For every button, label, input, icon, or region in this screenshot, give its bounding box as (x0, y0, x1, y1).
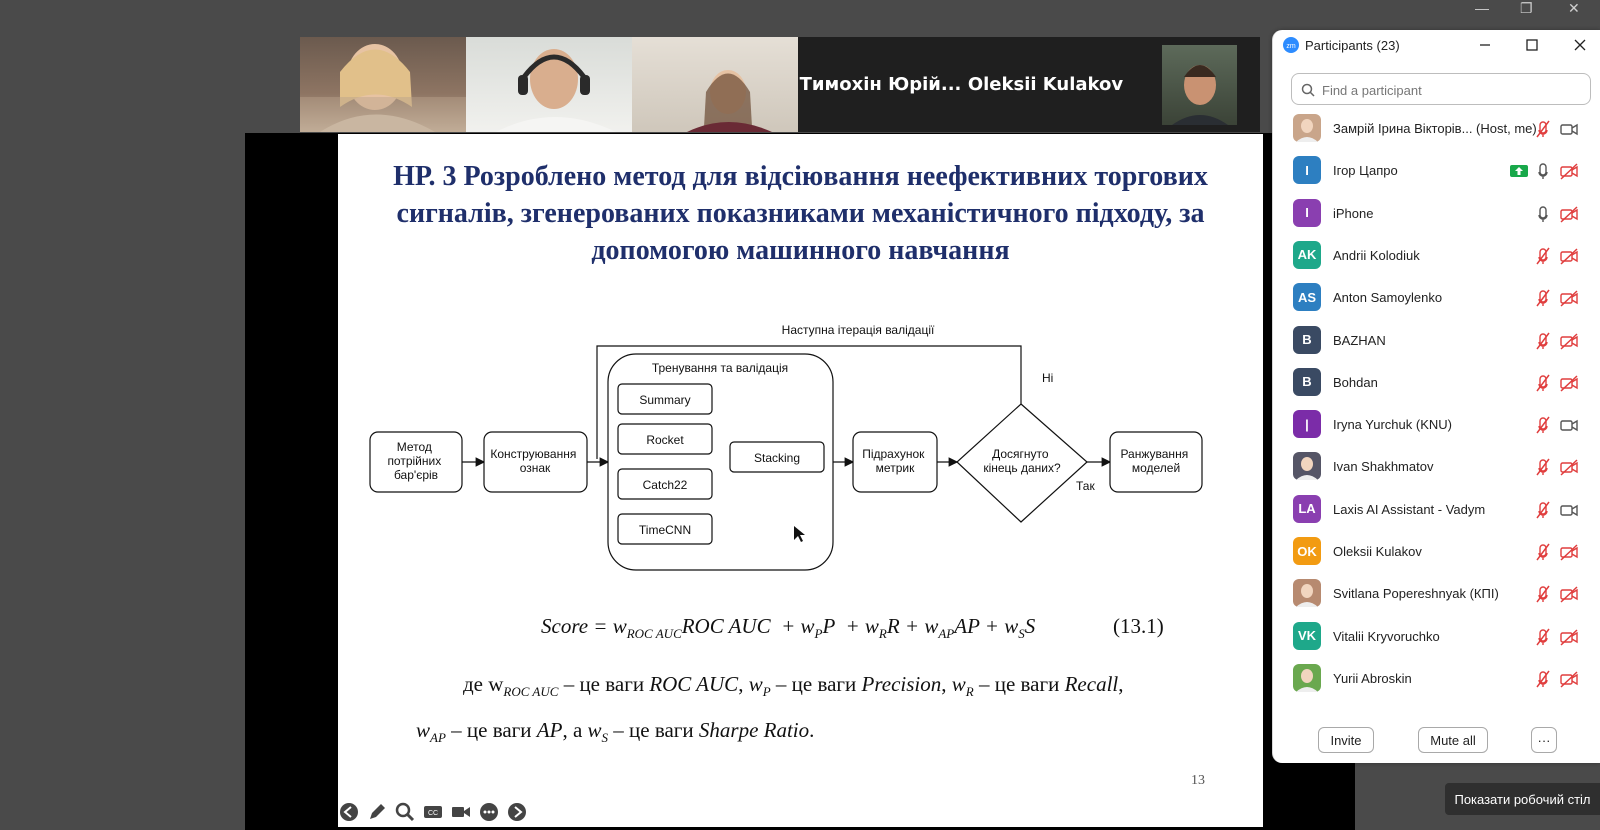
microphone-muted-icon[interactable] (1533, 542, 1553, 562)
subtitles-icon[interactable] (422, 801, 444, 823)
model-summary-label: Summary (639, 393, 691, 407)
participant-row[interactable] (1273, 531, 1600, 573)
avatar: I (1293, 156, 1321, 184)
participant-name: Oleksii Kulakov (1333, 544, 1422, 559)
avatar: AK (1293, 241, 1321, 269)
participant-name: Ivan Shakhmatov (1333, 459, 1434, 475)
participant-name: Замрій Ірина Вікторів... (Host, me) (1333, 121, 1537, 136)
camera-icon[interactable] (450, 801, 472, 823)
video-tile-participant-3[interactable] (632, 37, 798, 132)
more-button[interactable]: ··· (1531, 727, 1557, 753)
svg-text:zm: zm (1286, 43, 1296, 50)
avatar: VK (1293, 622, 1321, 650)
microphone-muted-icon[interactable] (1533, 500, 1553, 520)
participant-name: Bohdan (1333, 374, 1378, 390)
avatar (1293, 114, 1321, 142)
slide-toolbar (338, 801, 528, 823)
no-label: Ні (1042, 371, 1054, 385)
camera-off-icon[interactable] (1559, 584, 1579, 604)
video-tile-name-2[interactable]: Oleksii Kulakov (967, 74, 1124, 95)
model-catch22-label: Catch22 (642, 478, 688, 492)
camera-off-icon[interactable] (1559, 204, 1579, 224)
window-close-icon[interactable]: ✕ (1568, 0, 1580, 16)
participant-name: Vitalii Kryvoruchko (1333, 628, 1440, 644)
avatar: B (1293, 326, 1321, 354)
yes-label: Так (1076, 479, 1095, 493)
svg-text:CC: CC (427, 810, 439, 817)
participant-row[interactable] (1273, 320, 1600, 362)
microphone-muted-icon[interactable] (1533, 331, 1553, 351)
formula-explanation-line1: де $w_{ROC AUC}$ – це ваги ROC AUC, $w_P$ – це ваги Precision, $w_R$ – це ваги Recall, (463, 672, 1124, 700)
avatar: AS (1293, 283, 1321, 311)
window-minimize-icon[interactable]: — (1475, 0, 1489, 16)
participant-video-image (632, 37, 798, 132)
window-restore-icon[interactable]: ❐ (1520, 0, 1533, 16)
formula-explanation-line2: $w_{AP}$ – це ваги AP, а $w_S$ – це ваги Sharpe Ratio. (416, 718, 815, 746)
video-strip (300, 37, 1260, 132)
participant-search[interactable] (1291, 73, 1591, 105)
microphone-muted-icon[interactable] (1533, 415, 1553, 435)
participants-header (1273, 30, 1600, 60)
microphone-icon[interactable] (1533, 204, 1553, 224)
search-icon (1301, 83, 1315, 97)
close-icon[interactable] (1573, 38, 1587, 52)
more-options-icon[interactable] (478, 801, 500, 823)
participant-row[interactable] (1273, 108, 1600, 150)
avatar: OK (1293, 537, 1321, 565)
camera-off-icon[interactable] (1559, 288, 1579, 308)
camera-off-icon[interactable] (1559, 331, 1579, 351)
presentation-slide (338, 134, 1263, 827)
minimize-icon[interactable] (1478, 38, 1492, 52)
camera-off-icon[interactable] (1559, 246, 1579, 266)
video-tile-participant-4[interactable] (1162, 45, 1237, 125)
microphone-muted-icon[interactable] (1533, 246, 1553, 266)
avatar (1293, 452, 1321, 480)
participant-row[interactable] (1273, 489, 1600, 531)
camera-off-icon[interactable] (1559, 373, 1579, 393)
microphone-muted-icon[interactable] (1533, 119, 1553, 139)
group-training-label: Тренування та валідація (651, 361, 789, 375)
participant-name: BAZHAN (1333, 332, 1386, 348)
camera-off-icon[interactable] (1559, 161, 1579, 181)
loop-label: Наступна ітерація валідації (781, 323, 935, 337)
participant-row[interactable] (1273, 193, 1600, 235)
participants-panel (1272, 30, 1600, 763)
participant-name: Yurii Abroskin (1333, 670, 1412, 686)
previous-slide-icon[interactable] (338, 801, 360, 823)
participant-name: Anton Samoylenko (1333, 290, 1443, 306)
participant-row[interactable] (1273, 404, 1600, 446)
participant-name: Ігор Цапро (1333, 163, 1398, 179)
microphone-muted-icon[interactable] (1533, 457, 1553, 477)
avatar (1293, 664, 1321, 692)
video-tile-name-1[interactable]: Тимохін Юрій... (799, 74, 962, 95)
maximize-icon[interactable] (1525, 38, 1539, 52)
participant-row[interactable] (1273, 150, 1600, 192)
participant-video-image (300, 37, 466, 132)
box-metrics-label: Підрахунок метрик (862, 447, 925, 475)
camera-off-icon[interactable] (1559, 627, 1579, 647)
participant-video-image (466, 37, 632, 132)
decision-label: Досягнуто кінець даних? (983, 447, 1061, 475)
score-formula: Score = $w_{ROC AUC}ROC$ AUC + $w_PP + w_RR + w_{AP}AP + w_SS$ (541, 614, 1036, 642)
avatar (1293, 579, 1321, 607)
box-stacking-label: Stacking (753, 451, 801, 465)
microphone-muted-icon[interactable] (1533, 288, 1553, 308)
pen-icon[interactable] (366, 801, 388, 823)
camera-icon[interactable] (1559, 119, 1579, 139)
participants-title: Participants (23) (1305, 38, 1400, 53)
participant-video-image (1162, 45, 1237, 125)
screen-share-icon (1509, 161, 1529, 181)
participant-row[interactable] (1273, 446, 1600, 488)
flow-diagram (338, 314, 1263, 584)
participant-name: iPhone (1333, 205, 1374, 221)
participant-row[interactable] (1273, 658, 1600, 700)
next-slide-icon[interactable] (506, 801, 528, 823)
video-tile-participant-2[interactable] (466, 37, 632, 132)
avatar: B (1293, 368, 1321, 396)
mute-all-button[interactable]: Mute all (1418, 727, 1488, 753)
camera-icon[interactable] (1559, 415, 1579, 435)
invite-button[interactable]: Invite (1318, 727, 1374, 753)
participant-row[interactable] (1273, 573, 1600, 615)
model-timecnn-label: TimeCNN (638, 523, 692, 537)
participant-name: Laxis AI Assistant - Vadym (1333, 501, 1486, 517)
camera-off-icon[interactable] (1559, 457, 1579, 477)
camera-off-icon[interactable] (1559, 669, 1579, 689)
model-rocket-label: Rocket (646, 433, 684, 447)
camera-icon[interactable] (1559, 500, 1579, 520)
participant-name: Svitlana Popereshnyak (КПІ) (1333, 586, 1499, 602)
avatar: I (1293, 199, 1321, 227)
participant-row[interactable] (1273, 235, 1600, 277)
video-tile-participant-1[interactable] (300, 37, 466, 132)
participant-row[interactable] (1273, 362, 1600, 404)
zoom-icon[interactable] (394, 801, 416, 823)
show-desktop-tooltip: Показати робочий стіл (1445, 783, 1600, 815)
participant-name: Iryna Yurchuk (KNU) (1333, 417, 1452, 433)
avatar: LA (1293, 495, 1321, 523)
microphone-muted-icon[interactable] (1533, 584, 1553, 604)
microphone-muted-icon[interactable] (1533, 669, 1553, 689)
slide-title: НР. 3 Розроблено метод для відсіювання неефективних торгових сигналів, згенерованих показниками механістичного підходу, за допомогою машинного навчання (393, 161, 1208, 266)
participant-row[interactable] (1273, 277, 1600, 319)
box-method-label: Метод потрійних бар'єрів (387, 440, 442, 482)
microphone-muted-icon[interactable] (1533, 373, 1553, 393)
box-ranking-label: Ранжування моделей (1120, 447, 1189, 475)
formula-number: (13.1) (1113, 614, 1164, 638)
zoom-logo-icon (1283, 37, 1299, 53)
search-input[interactable] (1320, 80, 1584, 100)
microphone-icon[interactable] (1533, 161, 1553, 181)
microphone-muted-icon[interactable] (1533, 627, 1553, 647)
participant-row[interactable] (1273, 616, 1600, 658)
slide-page-number: 13 (1191, 773, 1205, 788)
participant-name: Andrii Kolodiuk (1333, 247, 1420, 263)
avatar: | (1293, 410, 1321, 438)
box-features-label: Конструювання ознак (490, 447, 577, 475)
camera-off-icon[interactable] (1559, 542, 1579, 562)
